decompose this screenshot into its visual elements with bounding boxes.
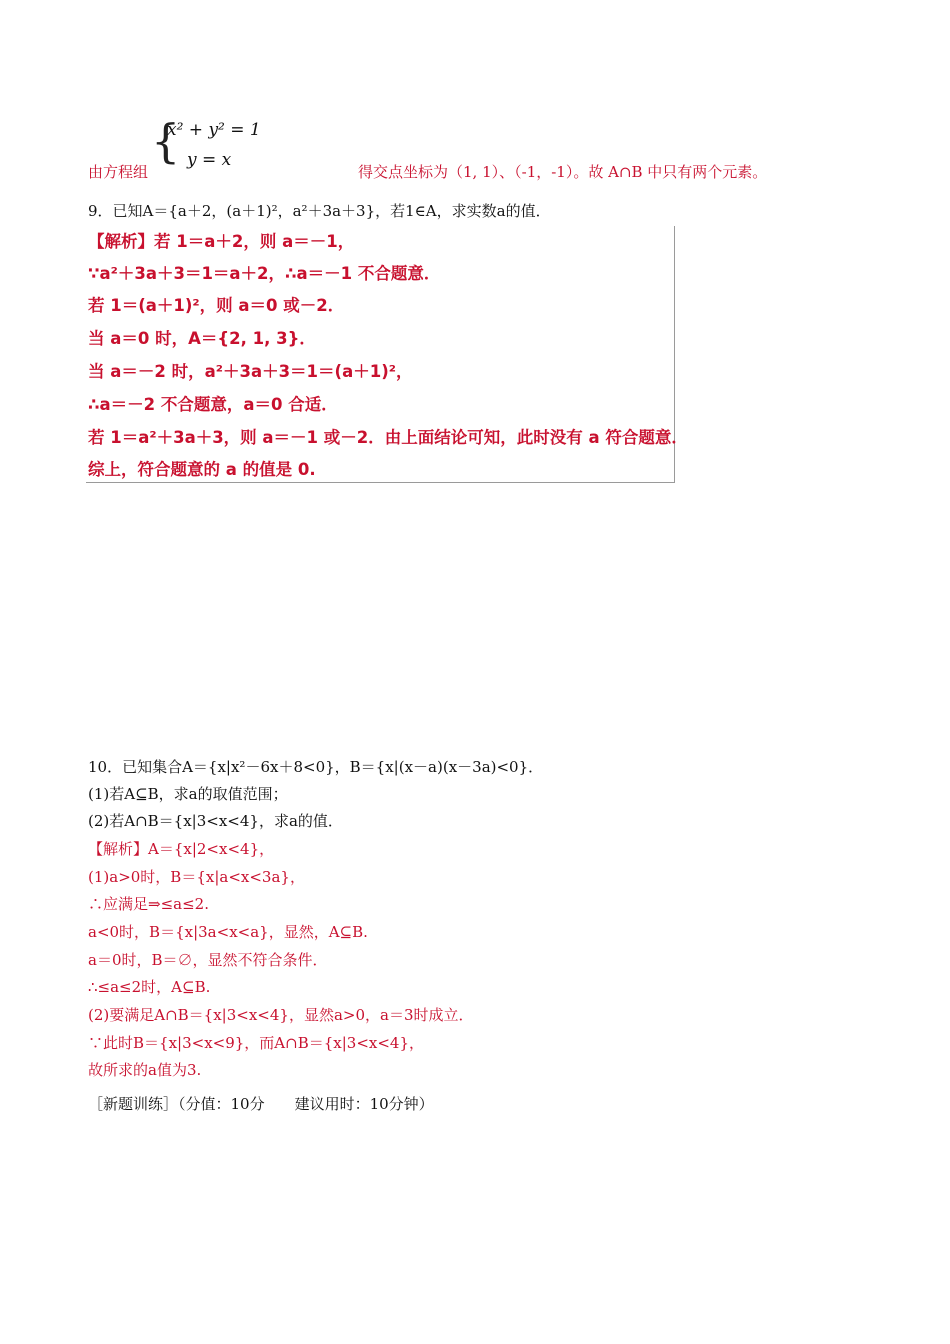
solution-9-line: 综上，符合题意的 a 的值是 0. (88, 460, 316, 479)
section-footer: ［新题训练］（分值：10分 建议用时：10分钟） (88, 1095, 434, 1113)
solution-10-line: 【解析】A＝{x|2<x<4}， (88, 840, 275, 858)
question-10: 10．已知集合A＝{x|x²－6x＋8<0}，B＝{x|(x－a)(x－3a)<0}． (88, 758, 544, 776)
solution-10-line: ∴应满足⇒≤a≤2. (88, 895, 209, 913)
solution-10-line: a＝0时，B＝∅，显然不符合条件． (88, 951, 328, 969)
solution-9-line: 若 1＝a²＋3a＋3，则 a＝－1 或－2．由上面结论可知，此时没有 a 符合题意． (88, 428, 688, 447)
solution-10-line: (1)a>0时，B＝{x|a<x<3a}， (88, 868, 305, 886)
question-10-part-2: (2)若A∩B＝{x|3<x<4}，求a的值． (88, 812, 343, 830)
equation-prefix: 由方程组 (88, 163, 149, 181)
solution-10-line: a<0时，B＝{x|3a<x<a}，显然，A⊆B. (88, 923, 368, 941)
equation-line-1: x² + y² = 1 (167, 120, 261, 140)
solution-9-line: ∵a²＋3a＋3＝1＝a＋2，∴a＝－1 不合题意． (88, 264, 441, 283)
solution-10-line: ∴≤a≤2时，A⊆B. (88, 978, 211, 996)
solution-9-line: 当 a＝－2 时，a²＋3a＋3＝1＝(a＋1)²， (88, 362, 413, 381)
question-10-part-1: (1)若A⊆B，求a的取值范围； (88, 785, 288, 803)
equation-brace: { (151, 114, 181, 168)
equation-result: 得交点坐标为（1, 1）、（-1，-1）。故 A∩B 中只有两个元素。 (358, 163, 768, 181)
equation-line-2: y = x (187, 150, 232, 170)
solution-9-line: 若 1＝(a＋1)²，则 a＝0 或－2． (88, 296, 345, 315)
question-9: 9．已知A＝{a＋2，(a＋1)²，a²＋3a＋3}，若1∈A，求实数a的值． (88, 202, 551, 220)
solution-10-line: 故所求的a值为3. (88, 1061, 202, 1079)
solution-9-line: 当 a＝0 时，A＝{2, 1, 3}． (88, 329, 316, 348)
solution-9-line: ∴a＝－2 不合题意，a＝0 合适． (88, 395, 338, 414)
solution-10-line: (2)要满足A∩B＝{x|3<x<4}，显然a>0，a＝3时成立． (88, 1006, 474, 1024)
solution-9-line: 【解析】若 1＝a＋2，则 a＝－1， (88, 232, 355, 251)
solution-10-line: ∵此时B＝{x|3<x<9}，而A∩B＝{x|3<x<4}， (88, 1034, 425, 1052)
